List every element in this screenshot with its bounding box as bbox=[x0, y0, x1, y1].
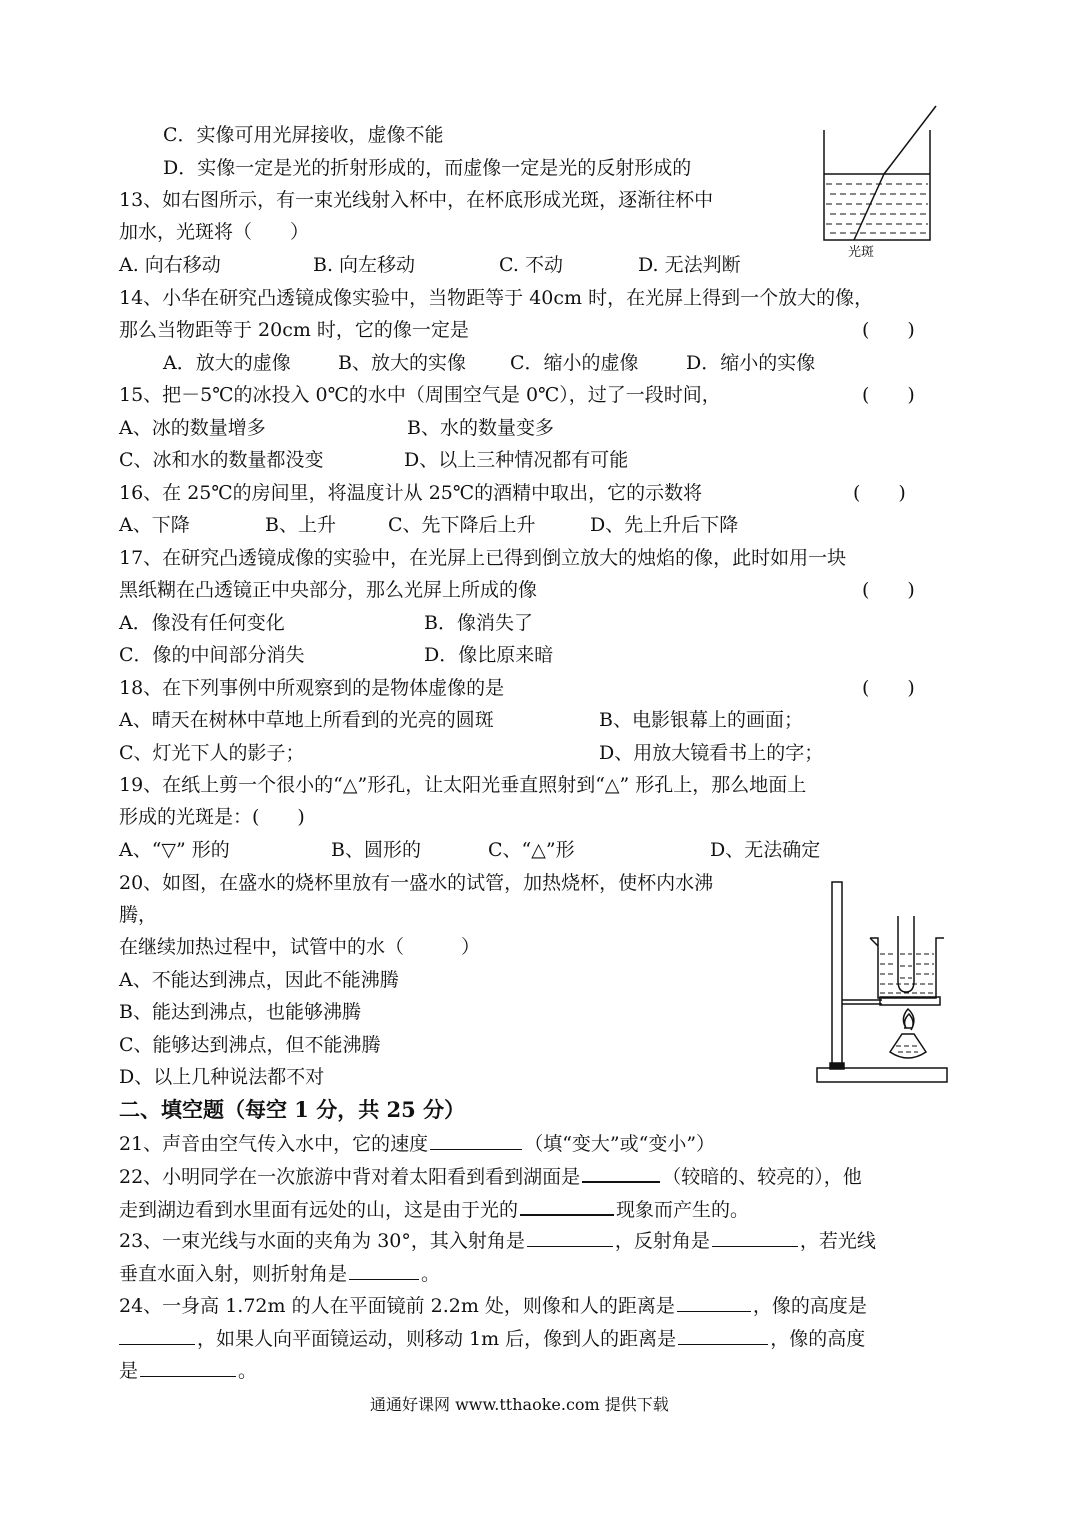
q20-option-d: D、以上几种说法都不对 bbox=[119, 1066, 325, 1088]
q17-option-c: C．像的中间部分消失 bbox=[119, 644, 305, 666]
q22-text-c: 走到湖边看到水里面有远处的山，这是由于光的 bbox=[119, 1199, 519, 1221]
q22-text-d: 现象而产生的。 bbox=[616, 1199, 750, 1221]
q13-stem-line1: 13、如右图所示，有一束光线射入杯中，在杯底形成光斑，逐渐往杯中 bbox=[119, 189, 714, 211]
q13-option-d: D. 无法判断 bbox=[638, 254, 741, 276]
q17-option-d: D．像比原来暗 bbox=[424, 644, 554, 666]
q13-option-b: B. 向左移动 bbox=[313, 254, 416, 276]
q12-option-d: D．实像一定是光的折射形成的，而虚像一定是光的反射形成的 bbox=[163, 157, 692, 179]
q22-line2 bbox=[119, 1195, 749, 1223]
q13-option-a: A. 向右移动 bbox=[119, 254, 221, 276]
q15-option-d: D、以上三种情况都有可能 bbox=[404, 449, 629, 471]
q24-line1 bbox=[119, 1292, 867, 1319]
q22-blank-2[interactable] bbox=[520, 1195, 614, 1216]
q13-option-c: C. 不动 bbox=[499, 254, 563, 276]
q15-option-a: A、冰的数量增多 bbox=[119, 417, 266, 439]
q21-text-b: （填“变大”或“变小”） bbox=[524, 1133, 716, 1155]
q19-option-b: B、圆形的 bbox=[331, 839, 421, 861]
q16-answer-bracket: ( ) bbox=[853, 482, 906, 504]
q24-blank-2[interactable] bbox=[119, 1325, 195, 1345]
q16-option-c: C、先下降后上升 bbox=[388, 514, 536, 536]
q15-option-b: B、水的数量变多 bbox=[407, 417, 554, 439]
q24-text-d: ，像的高度 bbox=[770, 1328, 866, 1350]
q19-stem-line1: 19、在纸上剪一个很小的“△”形孔，让太阳光垂直照射到“△” 形孔上，那么地面上 bbox=[119, 774, 807, 796]
q20-stem-line2: 腾， bbox=[119, 904, 158, 926]
q23-text-a: 23、一束光线与水面的夹角为 30°，其入射角是 bbox=[119, 1230, 525, 1252]
q24-blank-4[interactable] bbox=[140, 1357, 236, 1377]
q16-option-d: D、先上升后下降 bbox=[590, 514, 739, 536]
page-footer: 通通好课网 www.tthaoke.com 提供下载 bbox=[370, 1395, 669, 1414]
q23-text-d: 垂直水面入射，则折射角是 bbox=[119, 1263, 348, 1285]
q18-stem: 18、在下列事例中所观察到的是物体虚像的是 bbox=[119, 677, 505, 699]
q17-stem-line2: 黑纸糊在凸透镜正中央部分，那么光屏上所成的像 bbox=[119, 579, 538, 601]
q21-line1 bbox=[119, 1130, 715, 1157]
q24-text-c: ，如果人向平面镜运动，则移动 1m 后，像到人的距离是 bbox=[197, 1328, 677, 1350]
q20-option-c: C、能够达到沸点，但不能沸腾 bbox=[119, 1034, 381, 1056]
q24-text-f: 。 bbox=[238, 1360, 258, 1382]
q23-line2 bbox=[119, 1260, 440, 1287]
cup-light-figure bbox=[818, 104, 948, 264]
section-heading-fill-in: 二、填空题（每空 1 分，共 25 分） bbox=[119, 1097, 466, 1122]
q23-blank-1[interactable] bbox=[527, 1227, 613, 1247]
q15-stem: 15、把－5℃的冰投入 0℃的水中（周围空气是 0℃），过了一段时间， bbox=[119, 384, 721, 406]
q14-stem-line1: 14、小华在研究凸透镜成像实验中，当物距等于 40cm 时，在光屏上得到一个放大的像， bbox=[119, 287, 874, 309]
q24-line3 bbox=[119, 1357, 257, 1384]
q18-option-d: D、用放大镜看书上的字； bbox=[599, 742, 824, 764]
q24-text-e: 是 bbox=[119, 1360, 139, 1382]
q14-option-a: A．放大的虚像 bbox=[163, 352, 291, 374]
q18-option-c: C、灯光下人的影子； bbox=[119, 742, 305, 764]
q16-stem: 16、在 25℃的房间里，将温度计从 25℃的酒精中取出，它的示数将 bbox=[119, 482, 703, 504]
q24-text-a: 24、一身高 1.72m 的人在平面镜前 2.2m 处，则像和人的距离是 bbox=[119, 1295, 675, 1317]
q20-option-a: A、不能达到沸点，因此不能沸腾 bbox=[119, 969, 399, 991]
q23-text-e: 。 bbox=[421, 1263, 441, 1285]
q17-answer-bracket: ( ) bbox=[862, 579, 915, 601]
q18-option-a: A、晴天在树林中草地上所看到的光亮的圆斑 bbox=[119, 709, 494, 731]
q20-stem-line3: 在继续加热过程中，试管中的水（ ） bbox=[119, 936, 481, 958]
light-spot-label: 光斑 bbox=[848, 245, 875, 260]
q16-option-a: A、下降 bbox=[119, 514, 190, 536]
q21-text-a: 21、声音由空气传入水中，它的速度 bbox=[119, 1133, 429, 1155]
q22-line1 bbox=[119, 1162, 862, 1190]
q23-blank-3[interactable] bbox=[349, 1260, 419, 1280]
q23-text-b: ，反射角是 bbox=[614, 1230, 710, 1252]
q22-blank-1[interactable] bbox=[582, 1162, 660, 1183]
q15-answer-bracket: ( ) bbox=[862, 384, 915, 406]
q15-option-c: C、冰和水的数量都没变 bbox=[119, 449, 324, 471]
q24-text-b: ，像的高度是 bbox=[752, 1295, 867, 1317]
q20-option-b: B、能达到沸点，也能够沸腾 bbox=[119, 1001, 361, 1023]
q14-option-c: C．缩小的虚像 bbox=[510, 352, 639, 374]
q14-option-d: D．缩小的实像 bbox=[686, 352, 816, 374]
q14-answer-bracket: ( ) bbox=[862, 319, 915, 341]
q21-blank[interactable] bbox=[430, 1130, 522, 1150]
q17-stem-line1: 17、在研究凸透镜成像的实验中，在光屏上已得到倒立放大的烛焰的像，此时如用一块 bbox=[119, 547, 847, 569]
q20-stem-line1: 20、如图，在盛水的烧杯里放有一盛水的试管，加热烧杯，使杯内水沸 bbox=[119, 872, 714, 894]
q17-option-a: A．像没有任何变化 bbox=[119, 612, 285, 634]
q18-option-b: B、电影银幕上的画面； bbox=[599, 709, 803, 731]
q24-blank-1[interactable] bbox=[677, 1292, 751, 1312]
q19-stem-line2: 形成的光斑是：( ) bbox=[119, 806, 305, 828]
q23-line1 bbox=[119, 1227, 876, 1254]
q17-option-b: B．像消失了 bbox=[424, 612, 533, 634]
q24-blank-3[interactable] bbox=[678, 1325, 768, 1345]
q23-text-c: ，若光线 bbox=[799, 1230, 876, 1252]
q16-option-b: B、上升 bbox=[265, 514, 336, 536]
boiling-apparatus-figure bbox=[812, 876, 952, 1096]
q23-blank-2[interactable] bbox=[712, 1227, 798, 1247]
q19-option-a: A、“▽” 形的 bbox=[119, 839, 230, 861]
q14-option-b: B、放大的实像 bbox=[338, 352, 466, 374]
q14-stem-line2: 那么当物距等于 20cm 时，它的像一定是 bbox=[119, 319, 469, 341]
q22-text-b: （较暗的、较亮的），他 bbox=[662, 1166, 862, 1188]
q19-option-d: D、无法确定 bbox=[710, 839, 821, 861]
q22-text-a: 22、小明同学在一次旅游中背对着太阳看到看到湖面是 bbox=[119, 1166, 581, 1188]
q24-line2 bbox=[119, 1325, 865, 1352]
q19-option-c: C、“△”形 bbox=[488, 839, 575, 861]
q13-stem-line2: 加水，光斑将（ ） bbox=[119, 221, 310, 243]
q12-option-c: C．实像可用光屏接收，虚像不能 bbox=[163, 124, 444, 146]
q18-answer-bracket: ( ) bbox=[862, 677, 915, 699]
